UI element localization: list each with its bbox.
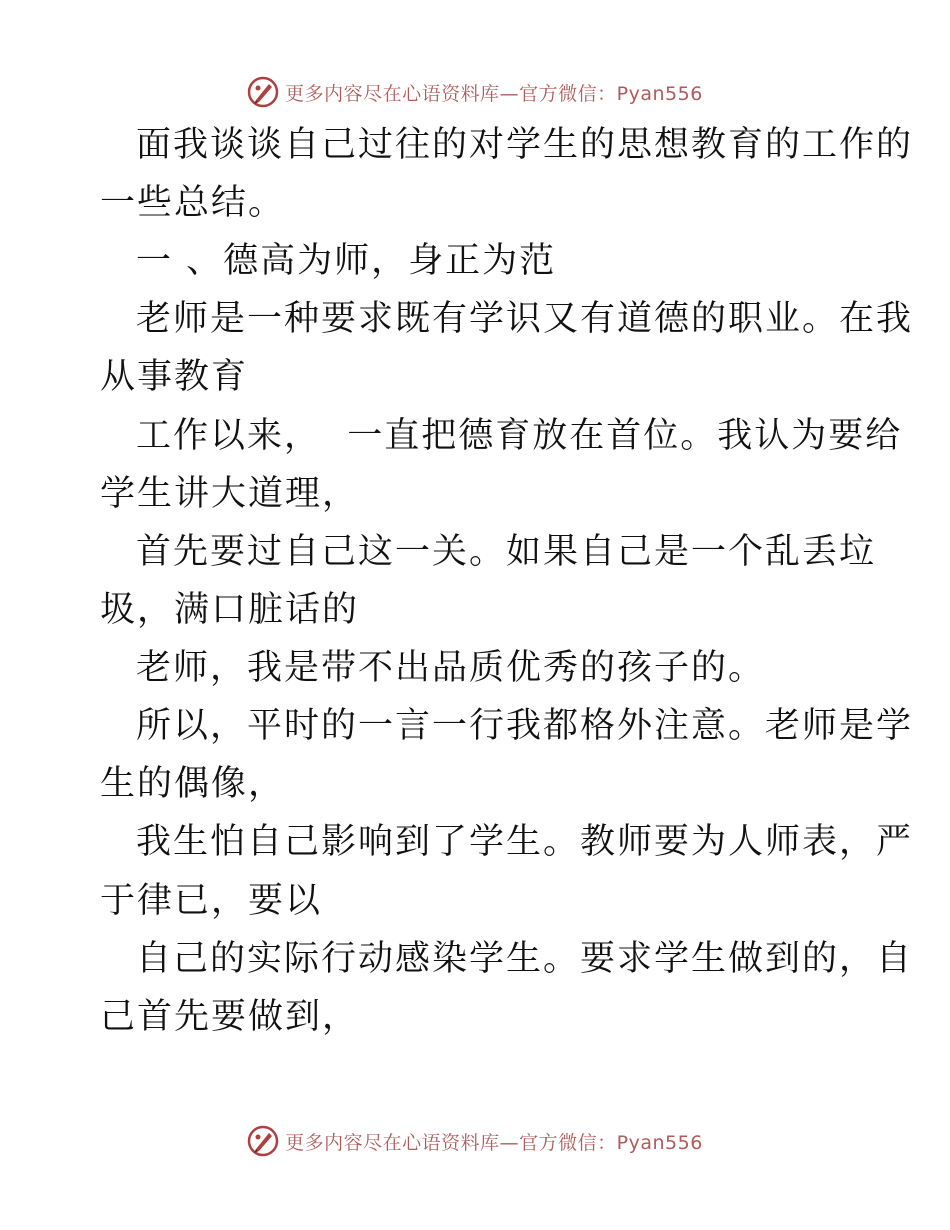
text-line: 学生讲大道理， xyxy=(100,474,360,514)
text-line: 老师，我是带不出品质优秀的孩子的。 xyxy=(136,648,766,688)
text-line: 圾，满口脏话的 xyxy=(100,590,360,630)
text-line: 工作以来， 一直把德育放在首位。我认为要给 xyxy=(136,416,903,456)
text-line: 一 、德高为师，身正为范 xyxy=(136,241,557,281)
header-watermark xyxy=(0,72,950,112)
text-line: 老师是一种要求既有学识又有道德的职业。在我 xyxy=(136,299,914,339)
text-line: 首先要过自己这一关。如果自己是一个乱丢垃 xyxy=(136,532,877,572)
quill-pen-logo-icon xyxy=(247,76,279,108)
text-line: 于律已，要以 xyxy=(100,881,323,921)
text-line: 一些总结。 xyxy=(100,183,286,223)
text-line: 我生怕自己影响到了学生。教师要为人师表，严 xyxy=(136,822,914,862)
text-line: 所以，平时的一言一行我都格外注意。老师是学 xyxy=(136,706,914,746)
watermark-text: 更多内容尽在心语资料库—官方微信：Pyan556 xyxy=(285,82,703,105)
text-line: 己首先要做到， xyxy=(100,997,360,1037)
quill-pen-logo-icon xyxy=(247,1125,279,1157)
text-line: 生的偶像， xyxy=(100,764,286,804)
text-line: 自己的实际行动感染学生。要求学生做到的，自 xyxy=(136,939,914,979)
text-line: 从事教育 xyxy=(100,357,249,397)
footer-watermark xyxy=(0,1121,950,1161)
watermark-text: 更多内容尽在心语资料库—官方微信：Pyan556 xyxy=(285,1131,703,1154)
text-line: 面我谈谈自己过往的对学生的思想教育的工作的 xyxy=(136,125,914,165)
